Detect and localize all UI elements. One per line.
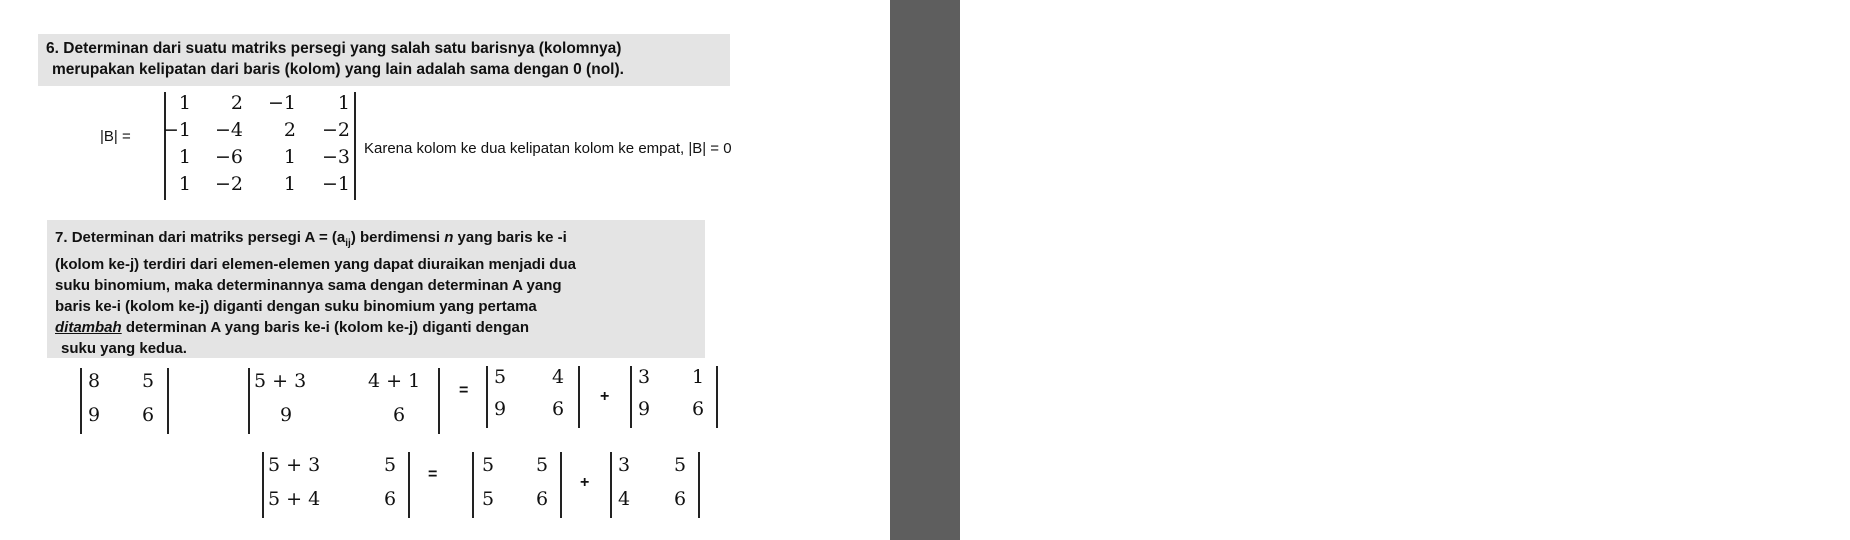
matrix-b-cell: 2 [230,92,243,114]
m3-cell: 9 [494,398,507,420]
item-6-line1: Determinan dari suatu matriks persegi yang salah satu barisnya (kolomnya) [63,40,622,57]
matrix-m1 [80,368,169,434]
m4-cell: 3 [638,366,651,388]
m2-cell: 5 + 3 [254,370,307,392]
matrix-b-cell: 1 [283,173,296,195]
m6-cell: 5 [536,454,549,476]
matrix-m3 [486,366,580,428]
item-7-number: 7. [55,229,68,246]
item-6-number: 6. [46,40,59,57]
matrix-b-cell: 1 [178,92,191,114]
matrix-b [164,92,356,200]
m6-cell: 5 [482,488,495,510]
matrix-m4 [630,366,718,428]
date-label: 12/4/2020 [1808,187,1820,237]
item-7-ditambah: ditambah [55,319,122,336]
item-7-line6: suku yang kedua. [61,340,187,357]
matrix-m7 [610,452,700,518]
m6-cell: 6 [536,488,549,510]
m5-cell: 6 [384,488,397,510]
matrix-b-cell: −6 [214,146,243,168]
m5-cell: 5 + 3 [268,454,321,476]
matrix-m2 [248,368,440,434]
matrix-b-cell: 1 [337,92,350,114]
plus-sign: + [580,474,590,491]
matrix-b-cell: −4 [214,119,243,141]
m3-cell: 6 [552,398,565,420]
m4-cell: 1 [692,366,705,388]
item-7-subscript: ij [345,238,351,249]
equals-sign: = [459,382,469,399]
m3-cell: 4 [552,366,565,388]
matrix-b-cell: 2 [283,119,296,141]
m6-cell: 5 [482,454,495,476]
matrix-b-cell: −1 [321,173,350,195]
matrix-b-cell: −1 [267,92,296,114]
item-7-line3: suku binomium, maka determinannya sama dengan determinan A yang [55,277,562,294]
det-b-note: Karena kolom ke dua kelipatan kolom ke empat, |B| = 0 [364,140,732,157]
m4-cell: 6 [692,398,705,420]
property-6-box [38,34,730,86]
matrix-b-cell: −1 [162,119,191,141]
item-7-line2: (kolom ke-j) terdiri dari elemen-elemen yang dapat diuraikan menjadi dua [55,256,576,273]
m1-cell: 5 [142,370,155,392]
m2-cell: 4 + 1 [368,370,421,392]
m7-cell: 6 [674,488,687,510]
m5-cell: 5 + 4 [268,488,321,510]
matrix-b-cell: −2 [321,119,350,141]
matrix-b-cell: −3 [321,146,350,168]
m1-cell: 8 [88,370,101,392]
item-7-line1c: yang baris ke -i [457,229,567,246]
m2-cell: 6 [393,404,406,426]
m2-cell: 9 [280,404,293,426]
matrix-b-cell: 1 [178,146,191,168]
item-7-line5: determinan A yang baris ke-i (kolom ke-j) diganti dengan [125,319,529,336]
m7-cell: 4 [618,488,631,510]
m7-cell: 5 [674,454,687,476]
matrix-m6 [472,452,562,518]
author-email: destyraktmawati@yahoo.com [1808,257,1820,403]
m1-cell: 6 [142,404,155,426]
equals-sign: = [428,466,438,483]
matrix-b-cell: 1 [283,146,296,168]
page-number-badge [1788,440,1850,476]
m5-cell: 5 [384,454,397,476]
page-number: 18 [1809,450,1827,467]
property-7-box [47,220,705,358]
det-b-label: |B| = [100,128,131,145]
matrix-m5 [262,452,410,518]
item-7-line4: baris ke-i (kolom ke-j) diganti dengan suku binomium yang pertama [55,298,537,315]
item-7-line1b: ) berdimensi [350,229,441,246]
sidebar [890,0,1827,540]
item-7-n: n [444,229,454,246]
m7-cell: 3 [618,454,631,476]
m3-cell: 5 [494,366,507,388]
matrix-b-cell: −2 [214,173,243,195]
plus-sign: + [600,388,610,405]
item-7-line1a: Determinan dari matriks persegi A = (a [71,229,346,246]
matrix-b-cell: 1 [178,173,191,195]
m1-cell: 9 [88,404,101,426]
item-6-line2: merupakan kelipatan dari baris (kolom) yang lain adalah sama dengan 0 (nol). [52,61,624,78]
m4-cell: 9 [638,398,651,420]
